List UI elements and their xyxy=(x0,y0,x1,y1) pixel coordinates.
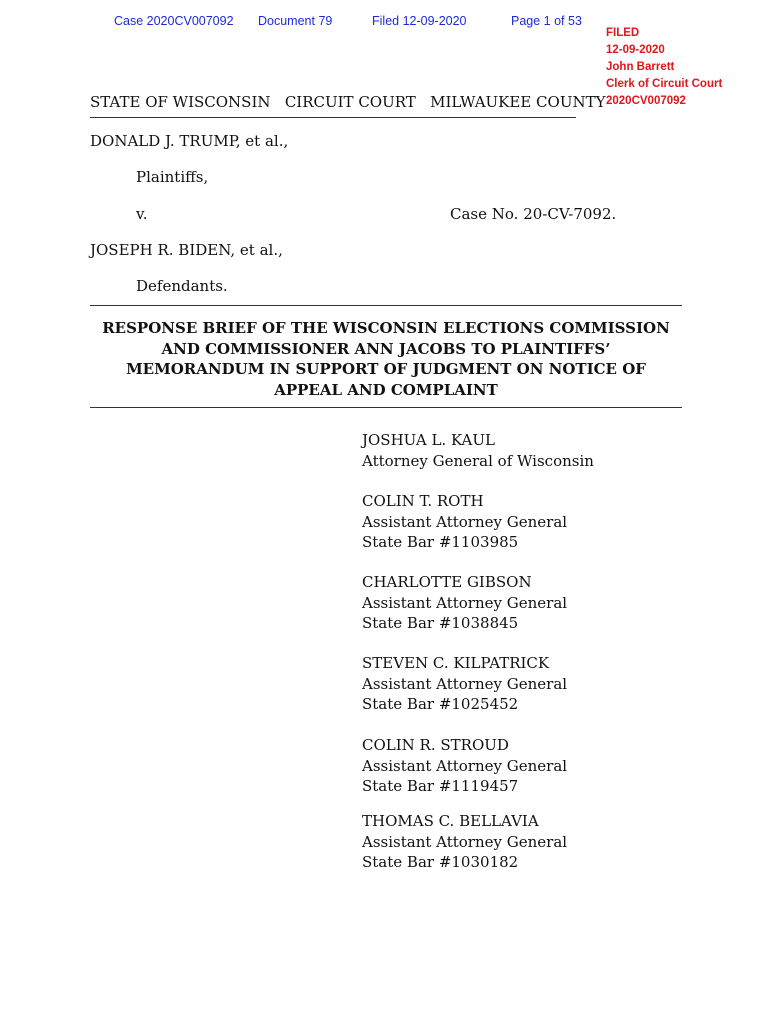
counsel-bar-number: State Bar #1119457 xyxy=(362,777,519,795)
counsel-title: Assistant Attorney General xyxy=(362,674,568,693)
title-line: RESPONSE BRIEF OF THE WISCONSIN ELECTIONS COMMISSION xyxy=(102,319,670,337)
document-title xyxy=(90,318,682,400)
title-top-rule xyxy=(90,305,682,306)
counsel-entry xyxy=(362,430,594,471)
court-heading: STATE OF WISCONSIN CIRCUIT COURT MILWAUKEE COUNTY xyxy=(90,93,606,111)
court-heading-rule xyxy=(90,117,576,118)
title-line: AND COMMISSIONER ANN JACOBS TO PLAINTIFFS’ xyxy=(161,339,611,358)
filed-label: FILED xyxy=(606,27,640,39)
case-number: Case No. 20-CV-7092. xyxy=(450,205,617,223)
counsel-title: Assistant Attorney General xyxy=(362,756,568,775)
counsel-bar-number: State Bar #1025452 xyxy=(362,695,519,713)
versus: v. xyxy=(136,205,148,223)
title-line: MEMORANDUM IN SUPPORT OF JUDGMENT ON NOTICE OF xyxy=(126,360,646,378)
counsel-name: THOMAS C. BELLAVIA xyxy=(362,812,539,830)
header-filed-date: Filed 12-09-2020 xyxy=(372,14,467,28)
defendant-name: JOSEPH R. BIDEN, et al., xyxy=(90,241,283,259)
counsel-entry xyxy=(362,811,567,873)
filed-stamp xyxy=(606,25,722,110)
counsel-title: Assistant Attorney General xyxy=(362,832,568,851)
counsel-name: JOSHUA L. KAUL xyxy=(362,431,495,449)
counsel-entry xyxy=(362,572,567,634)
counsel-entry xyxy=(362,491,567,553)
counsel-title: Assistant Attorney General xyxy=(362,593,568,612)
counsel-name: CHARLOTTE GIBSON xyxy=(362,573,532,591)
header-page-count: Page 1 of 53 xyxy=(511,14,582,28)
clerk-name: John Barrett xyxy=(606,61,675,73)
plaintiff-name: DONALD J. TRUMP, et al., xyxy=(90,132,289,150)
counsel-bar-number: State Bar #1103985 xyxy=(362,533,519,551)
counsel-bar-number: State Bar #1038845 xyxy=(362,614,519,632)
counsel-entry xyxy=(362,653,567,715)
counsel-name: COLIN T. ROTH xyxy=(362,492,484,510)
counsel-bar-number: State Bar #1030182 xyxy=(362,853,519,871)
counsel-name: STEVEN C. KILPATRICK xyxy=(362,654,550,672)
counsel-title: Assistant Attorney General xyxy=(362,512,568,531)
clerk-title: Clerk of Circuit Court xyxy=(606,78,723,90)
defendant-role: Defendants. xyxy=(136,277,228,295)
header-document-number: Document 79 xyxy=(258,14,333,28)
plaintiff-role: Plaintiffs, xyxy=(136,168,209,186)
counsel-name: COLIN R. STROUD xyxy=(362,736,509,754)
counsel-entry xyxy=(362,735,567,797)
title-bottom-rule xyxy=(90,407,682,408)
header-case-number: Case 2020CV007092 xyxy=(114,14,234,28)
filed-date: 12-09-2020 xyxy=(606,44,665,56)
counsel-title: Attorney General of Wisconsin xyxy=(362,451,594,470)
filed-case-number: 2020CV007092 xyxy=(606,95,686,107)
title-line: APPEAL AND COMPLAINT xyxy=(274,380,498,399)
